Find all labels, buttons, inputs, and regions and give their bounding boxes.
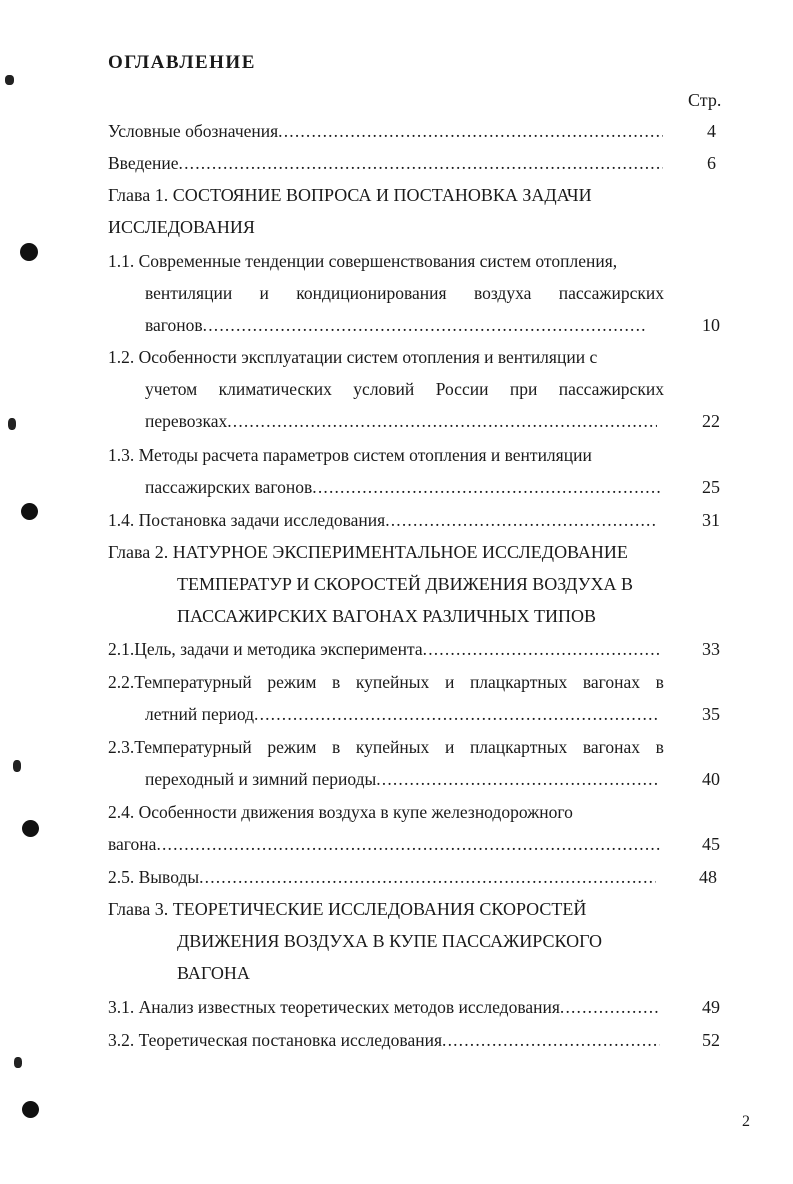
toc-page-number: 48	[699, 867, 717, 887]
toc-entry-1-2-cont: учетом климатических условий России при пассажирских	[145, 379, 664, 399]
toc-page-number: 25	[702, 477, 720, 497]
chapter-1-title: Глава 1. СОСТОЯНИЕ ВОПРОСА И ПОСТАНОВКА ЗАДАЧИ	[108, 185, 592, 205]
toc-page-number: 40	[702, 769, 720, 789]
punch-hole	[20, 243, 38, 261]
toc-entry-2-4: 2.4. Особенности движения воздуха в купе железнодорожного	[108, 802, 573, 822]
punch-hole	[22, 820, 39, 837]
page-number-footer: 2	[742, 1113, 750, 1130]
toc-entry-1-4: 1.4. Постановка задачи исследования . . .	[108, 508, 658, 532]
toc-entry-3-2: 3.2. Теоретическая постановка исследования . . .	[108, 1028, 660, 1052]
chapter-1-title-cont: ИССЛЕДОВАНИЯ	[108, 217, 255, 237]
toc-page-number: 22	[702, 411, 720, 431]
scan-speck	[14, 1057, 22, 1068]
toc-page-number: 4	[707, 121, 716, 141]
toc-entry-1-1: 1.1. Современные тенденции совершенствования систем отопления,	[108, 251, 618, 271]
toc-page-number: 52	[702, 1030, 720, 1050]
chapter-2-title-cont: ПАССАЖИРСКИХ ВАГОНАХ РАЗЛИЧНЫХ ТИПОВ	[177, 606, 596, 626]
toc-entry-1-3: 1.3. Методы расчета параметров систем отопления и вентиляции	[108, 445, 592, 465]
chapter-2-title: Глава 2. НАТУРНОЕ ЭКСПЕРИМЕНТАЛЬНОЕ ИССЛЕДОВАНИЕ	[108, 542, 628, 562]
chapter-3-title-cont: ДВИЖЕНИЯ ВОЗДУХА В КУПЕ ПАССАЖИРСКОГО	[177, 931, 603, 951]
toc-entry-2-4-tail: вагона . . .	[108, 832, 660, 856]
punch-hole	[21, 503, 38, 520]
toc-page-number: 6	[707, 153, 716, 173]
toc-page-number: 31	[702, 510, 720, 530]
toc-entry-3-1: 3.1. Анализ известных теоретических методов исследования . . .	[108, 995, 660, 1019]
chapter-3-title: Глава 3. ТЕОРЕТИЧЕСКИЕ ИССЛЕДОВАНИЯ СКОРОСТЕЙ	[108, 899, 587, 919]
toc-entry-symbols: Условные обозначения . . .	[108, 119, 663, 143]
toc-entry-1-1-cont: вентиляции и кондиционирования воздуха пассажирских	[145, 283, 664, 303]
toc-page-number: 35	[702, 704, 720, 724]
toc-page-number: 33	[702, 639, 720, 659]
toc-entry-1-1-tail: вагонов . . .	[145, 313, 645, 337]
punch-hole	[22, 1101, 39, 1118]
page-column-label: Стр.	[688, 90, 722, 110]
toc-entry-2-2: 2.2.Температурный режим в купейных и плацкартных вагонах в	[108, 672, 664, 692]
toc-page-number: 45	[702, 834, 720, 854]
toc-entry-2-1: 2.1.Цель, задачи и методика эксперимента . . .	[108, 637, 660, 661]
toc-title: ОГЛАВЛЕНИЕ	[108, 52, 256, 73]
toc-page-number: 49	[702, 997, 720, 1017]
scan-speck	[5, 75, 14, 85]
scan-speck	[8, 418, 16, 430]
chapter-3-title-cont: ВАГОНА	[177, 963, 250, 983]
toc-entry-2-2-tail: летний период . . .	[145, 702, 658, 726]
toc-entry-1-2: 1.2. Особенности эксплуатации систем отопления и вентиляции с	[108, 347, 598, 367]
scan-speck	[13, 760, 21, 772]
chapter-2-title-cont: ТЕМПЕРАТУР И СКОРОСТЕЙ ДВИЖЕНИЯ ВОЗДУХА В	[177, 574, 633, 594]
toc-entry-intro: Введение . . .	[108, 151, 663, 175]
toc-entry-1-3-tail: пассажирских вагонов . . .	[145, 475, 660, 499]
toc-page-number: 10	[702, 315, 720, 335]
toc-entry-1-2-tail: перевозках . . .	[145, 409, 657, 433]
toc-entry-2-5: 2.5. Выводы . . .	[108, 865, 656, 889]
toc-entry-2-3: 2.3.Температурный режим в купейных и плацкартных вагонах в	[108, 737, 664, 757]
toc-entry-2-3-tail: переходный и зимний периоды . . .	[145, 767, 658, 791]
